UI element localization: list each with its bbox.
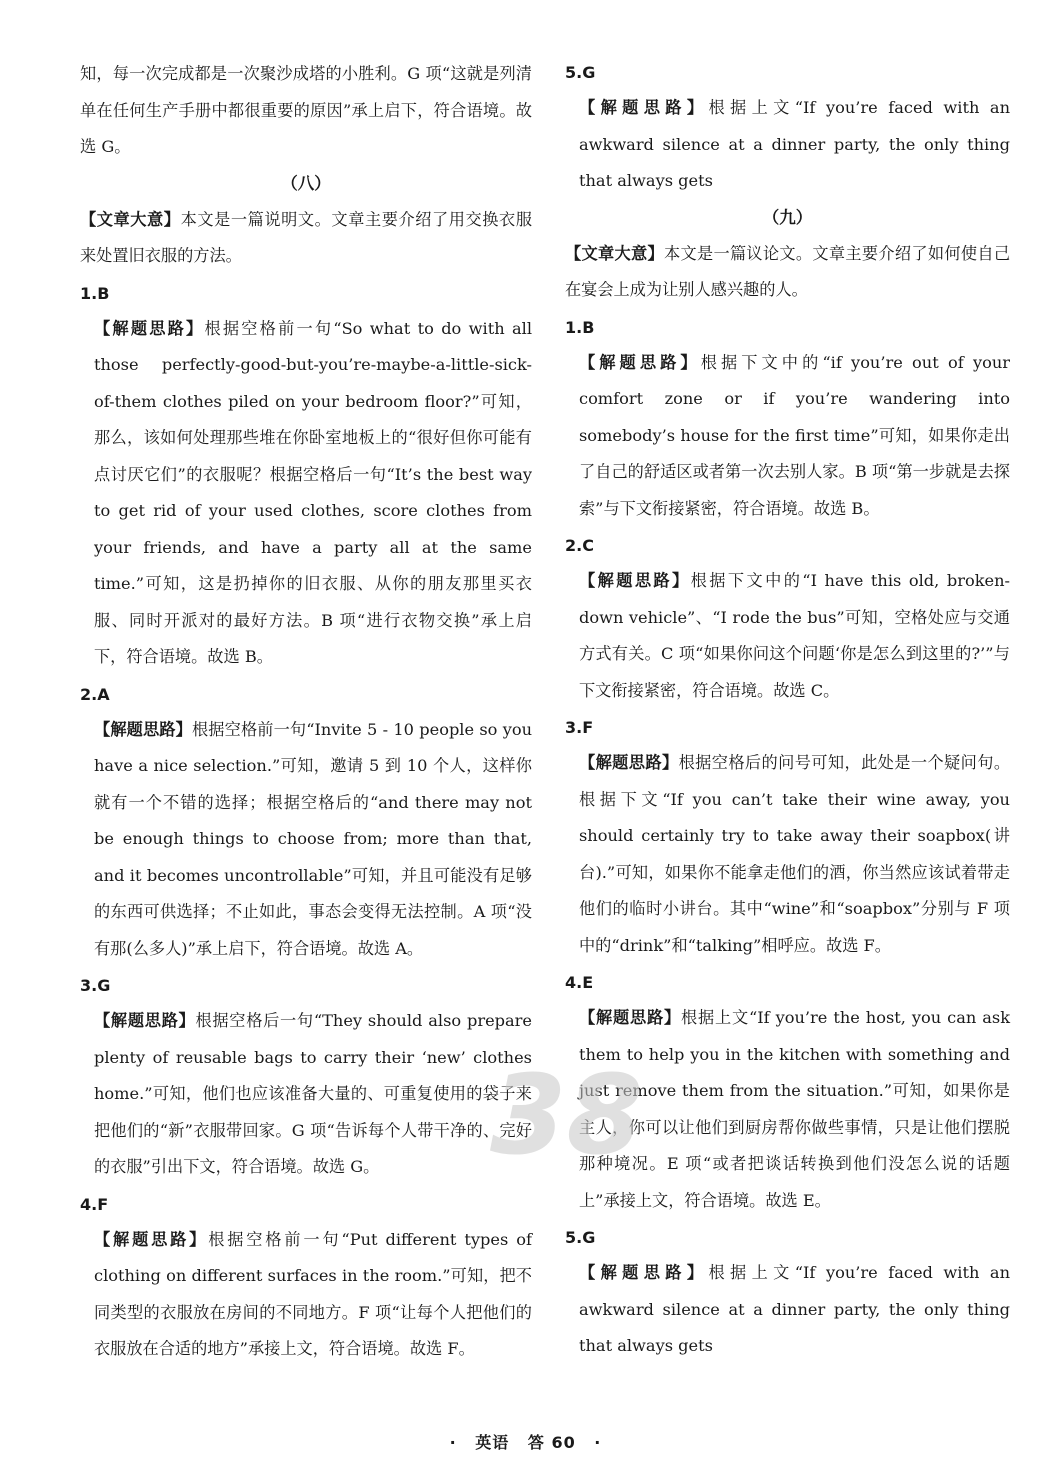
summary-tag: 【文章大意】: [80, 209, 181, 229]
footer-subject: 英语: [475, 1433, 510, 1452]
watermark-text: 38: [490, 1051, 644, 1179]
question-number: 3.G: [80, 976, 111, 995]
explanation-tag: 【解题思路】: [94, 1229, 209, 1249]
question-number: 4.F: [80, 1194, 109, 1214]
explanation-text: 根据上文“If you’re faced with an awkward silence at a dinner party, the only thing that always gets: [579, 1263, 1011, 1355]
question-number: 1.B: [565, 317, 595, 337]
explanation-tag: 【解题思路】: [579, 753, 679, 772]
explanation-paragraph: [565, 345, 1010, 528]
summary-text: 本文是一篇说明文。文章主要介绍了用交换衣服来处置旧衣服的方法。: [80, 209, 533, 265]
explanation-tag: 【解题思路】: [579, 352, 701, 372]
section-8-title: （八）: [281, 173, 331, 193]
section-8-summary: [80, 202, 532, 275]
explanation-paragraph: [80, 1003, 532, 1186]
footer-dot-right: ·: [594, 1433, 602, 1452]
question-number: 3.F: [565, 718, 594, 737]
section-9-summary: [565, 236, 1010, 309]
question-number: 4.E: [565, 973, 594, 992]
explanation-text: 根据空格后的问号可知，此处是一个疑问句。根据下文“If you can’t take their wine away, you should certainly try to take away their soapbox(讲台).”可知，如果你不能拿走他们的酒，你当然应该试着带走他们的临时小讲台。其中“wine”和“soapbox”分别与 F 项中的“drink”和“talking”相呼应。故选 F。: [579, 753, 1011, 955]
explanation-paragraph: [80, 311, 532, 676]
continued-paragraph: 知，每一次完成都是一次聚沙成塔的小胜利。G 项“这就是列清单在任何生产手册中都很重要的原因”承上启下，符合语境。故选 G。: [80, 64, 532, 156]
explanation-text: 根据上文“If you’re the host, you can ask them to help you in the kitchen with something and just remove them from the situation.”可知，如果你是主人，你可以让他们到厨房帮你做些事情，只是让他们摆脱那种境况。E 项“或者把谈话转换到他们没怎么说的话题上”承接上文，符合语境。故选 E。: [579, 1008, 1010, 1210]
question-number: 5.G: [565, 63, 596, 82]
explanation-text: 根据下文中的“if you’re out of your comfort zone or if you’re wandering into somebody’s house for the first time”可知，如果你走出了自己的舒适区或者第一次去别人家。B 项“第一步就是去探索”与下文衔接紧密，符合语境。故选 B。: [579, 352, 1011, 518]
explanation-paragraph: [80, 712, 532, 968]
explanation-paragraph: [565, 1255, 1010, 1365]
question-number: 1.B: [80, 283, 110, 303]
explanation-text: 根据下文中的“I have this old, broken-down vehicle”、“I rode the bus”可知，空格处应与交通方式有关。C 项“如果你问这个问题‘你是怎么到这里的?’”与下文衔接紧密，符合语境。故选 C。: [579, 571, 1011, 700]
explanation-text: 根据空格前一句“So what to do with all those perfectly-good-but-you’re-maybe-a-little-sick-of-them clothes piled on your bedroom floor?”可知，那么，该如何处理那些堆在你卧室地板上的“很好但你可能有点讨厌它们”的衣服呢？根据空格后一句“It’s the best way to get rid of your used clothes, score clothes from your friends, and have a party all at the same time.”可知，这是扔掉你的旧衣服、从你的朋友那里买衣服、同时开派对的最好方法。B 项“进行衣物交换”承上启下，符合语境。故选 B。: [94, 318, 533, 666]
page-footer: [0, 1430, 1051, 1453]
right-column: [565, 56, 1010, 1365]
footer-dot-left: ·: [449, 1433, 457, 1452]
explanation-text: 根据上文“If you’re faced with an awkward silence at a dinner party, the only thing that always gets: [579, 98, 1011, 190]
explanation-tag: 【解题思路】: [579, 571, 691, 590]
explanation-tag: 【解题思路】: [579, 1263, 709, 1282]
explanation-text: 根据空格后一句“They should also prepare plenty of reusable bags to carry their ‘new’ clothes home.”可知，他们也应该准备大量的、可重复使用的袋子来把他们的“新”衣服带回家。G 项“告诉每个人带干净的、完好的衣服”引出下文，符合语境。故选 G。: [94, 1011, 533, 1176]
explanation-paragraph: [565, 1000, 1010, 1219]
explanation-tag: 【解题思路】: [94, 719, 192, 739]
explanation-text: 根据空格前一句“Invite 5 - 10 people so you have a nice selection.”可知，邀请 5 到 10 个人，这样你就有一个不错的选择；根据空格后的“and there may not be enough things to choose from; more than that, and it becomes uncontrollable”可知，并且可能没有足够的东西可供选择；不止如此，事态会变得无法控制。A 项“没有那(么多人)”承上启下，符合语境。故选 A。: [94, 719, 533, 958]
explanation-paragraph: [565, 563, 1010, 709]
summary-text: 本文是一篇议论文。文章主要介绍了如何使自己在宴会上成为让别人感兴趣的人。: [565, 243, 1011, 299]
question-number: 2.C: [565, 536, 594, 555]
question-number: 2.A: [80, 684, 110, 704]
footer-page-number: 答 60: [527, 1433, 576, 1452]
explanation-tag: 【解题思路】: [94, 1011, 196, 1030]
explanation-text: 根据空格前一句“Put different types of clothing on different surfaces in the room.”可知，把不同类型的衣服放在房间的不同地方。F 项“让每个人把他们的衣服放在合适的地方”承接上文，符合语境。故选 F。: [94, 1229, 533, 1358]
summary-tag: 【文章大意】: [565, 243, 664, 263]
explanation-paragraph: [565, 90, 1010, 200]
explanation-tag: 【解题思路】: [579, 98, 709, 117]
left-column: [80, 56, 532, 1368]
question-number: 5.G: [565, 1228, 596, 1247]
explanation-paragraph: [80, 1222, 532, 1368]
section-9-title: （九）: [762, 207, 813, 227]
explanation-tag: 【解题思路】: [94, 318, 205, 338]
explanation-paragraph: [565, 745, 1010, 964]
explanation-tag: 【解题思路】: [579, 1008, 681, 1027]
